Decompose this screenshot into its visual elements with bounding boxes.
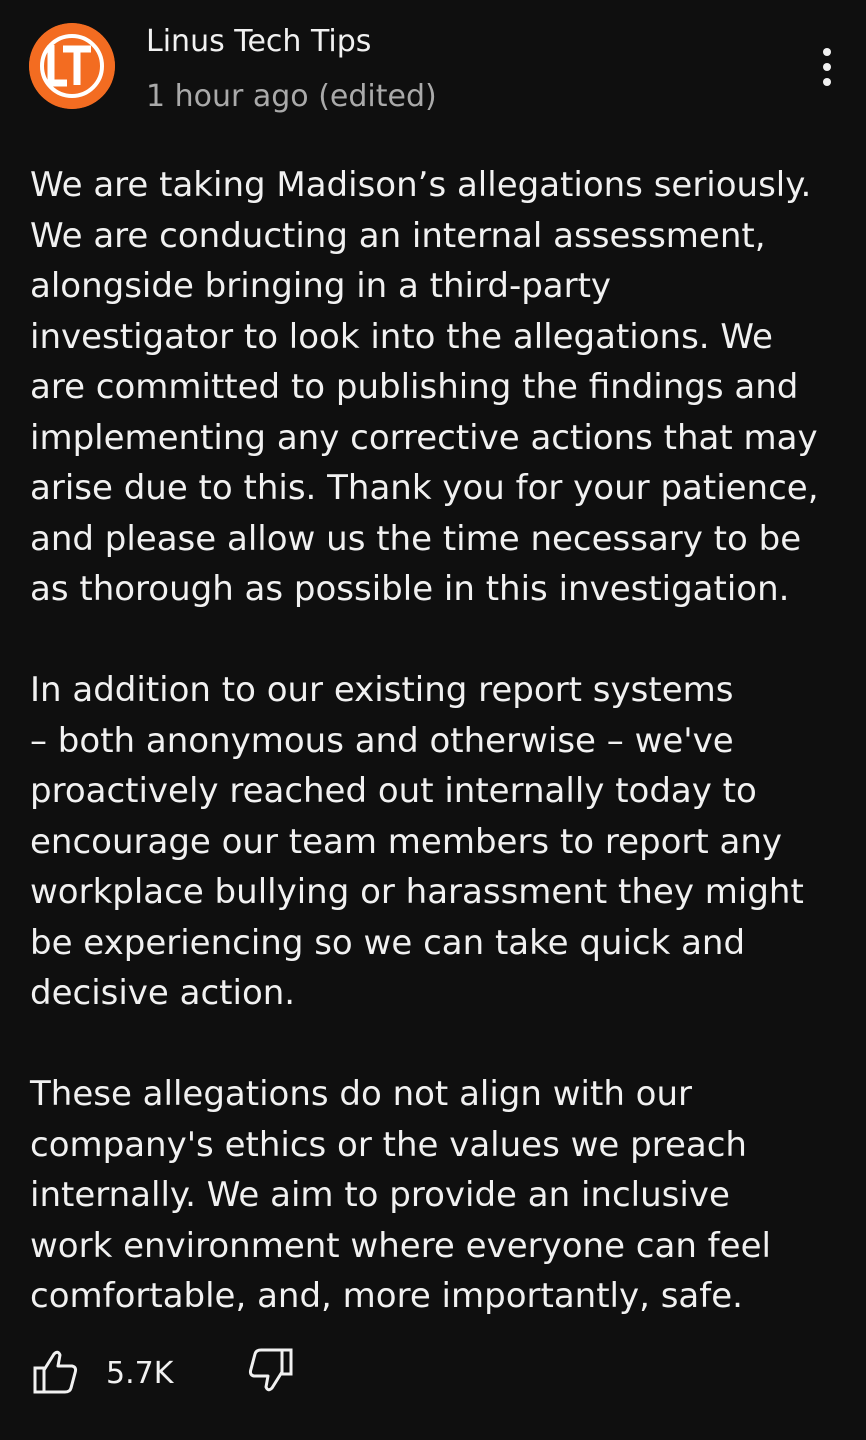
comment-line: implementing any corrective actions that may	[30, 417, 818, 458]
comment-timestamp: 1 hour ago (edited)	[146, 79, 437, 114]
comment-line: We are taking Madison’s allegations seriously.	[30, 165, 812, 205]
comment-line: as thorough as possible in this investigation.	[30, 569, 790, 609]
comment-line: company's ethics or the values we preach	[30, 1124, 747, 1165]
comment-line: – both anonymous and otherwise – we've	[30, 720, 734, 761]
more-vertical-icon	[822, 47, 832, 87]
comment-line: arise due to this. Thank you for your patience,	[30, 468, 819, 508]
ltt-logo-icon	[29, 23, 115, 109]
comment-line: are committed to publishing the findings and	[30, 367, 799, 407]
comment-line: proactively reached out internally today to	[30, 771, 757, 811]
comment-line: work environment where everyone can feel	[30, 1225, 771, 1266]
comment-line: workplace bullying or harassment they might	[30, 872, 804, 912]
comment-line: We are conducting an internal assessment,	[30, 215, 766, 256]
thumbs-up-icon	[30, 1346, 82, 1398]
like-count: 5.7K	[106, 1356, 174, 1391]
comment-line: internally. We aim to provide an inclusive	[30, 1175, 730, 1215]
dislike-button[interactable]	[244, 1344, 296, 1396]
comment-line: encourage our team members to report any	[30, 821, 783, 862]
comment-header	[0, 0, 866, 140]
comment-line: In addition to our existing report systems	[30, 670, 734, 710]
comment-line: and please allow us the time necessary to be	[30, 518, 802, 559]
comment-line: comfortable, and, more importantly, safe.	[30, 1276, 743, 1316]
more-options-button[interactable]	[806, 44, 848, 90]
paragraph-gap	[30, 1019, 852, 1070]
comment-line: investigator to look into the allegations. We	[30, 316, 773, 357]
comment-line: decisive action.	[30, 973, 296, 1013]
comment-text	[30, 160, 852, 1322]
paragraph-gap	[30, 615, 852, 666]
avatar[interactable]	[29, 23, 115, 109]
comment-line: be experiencing so we can take quick and	[30, 922, 746, 963]
comment-line: alongside bringing in a third-party	[30, 266, 612, 306]
like-button[interactable]	[30, 1346, 82, 1398]
thumbs-down-icon	[244, 1344, 296, 1396]
channel-name[interactable]: Linus Tech Tips	[146, 24, 372, 59]
comment-line: These allegations do not align with our	[30, 1074, 693, 1114]
comment-actions	[0, 1340, 866, 1410]
